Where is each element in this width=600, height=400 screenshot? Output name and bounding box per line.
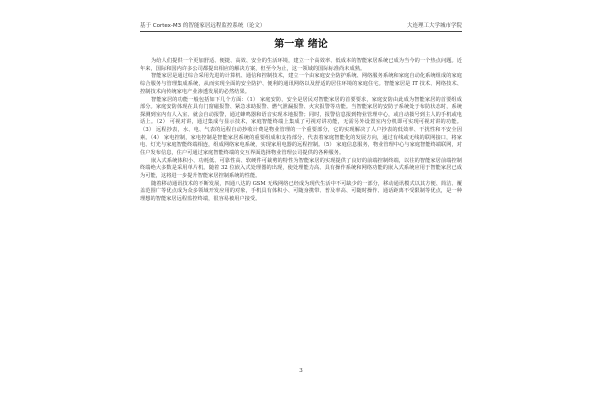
page-header [140, 22, 462, 30]
header-institution: 大连理工大学城市学院 [406, 23, 462, 29]
header-divider [140, 31, 462, 32]
paragraph-3: 智能家居的功能一般包括如下几个方面：（1） 家庭安防，安全是居民对智能家居的首要要求，家庭安防由此成为智能家居的首要组成部分。家庭安防体现在具有门窗磁报警、紧急求助报警、燃气泄漏报警、火灾报警等功能。当智能家居的安防子系统处于布防状态时，系统探测到室内有人入室、就会自动报警，通过蜂鸣器和语音实现本地报警；同时，报警信息报到物业管理中心，或自动拨号到主人的手机或电话上。（2） 可视对讲，通过集成与显示技术，家庭智能终端上集成了可视对讲功能，无需另外设置室内分机即可实现可视对讲的功能。（3） 远程抄表，水、电、气表的远程自动抄收计费是物业管理的一个重要部分，它的实现解决了人户抄表的低效率、干扰性和不安全因素。（4） 家电控制，家电控制是智能家居系统的重要组成和支持部分，代表着家庭智能化的发展方向，通过有线或无线的联网接口，将家电、灯光与家庭智能终端相连，组成网络家电系统，实现家用电器的远程控制。（5） 家庭信息服务，物业管理中心与家庭智能终端联网，对住户发布信息，住户可通过家庭智能终端的交互界面选择物业管理公司提供的各种服务。 [140, 96, 462, 156]
body-text [140, 58, 462, 203]
paragraph-1: 为给人们提供一个更加舒适、便捷、高效、安全的生活环境，建立一个高效率、低成本的智能家居系统已成为当今的一个热点问题。近年来，国际和国内许多公司都提出相应的解决方案，但至今为止，这一领域的国际标准尚未成熟。 [140, 58, 462, 72]
chapter-title: 第一章 绪论 [274, 39, 328, 50]
header-thesis-title: 基于 Cortex-M3 的智能家居远程监控系统（论文） [140, 23, 266, 29]
page-number: 3 [299, 368, 303, 374]
paragraph-2: 智能家居是通过综合采用先进的计算机、通信和控制技术，建立一个由家庭安全防护系统、网络服务系统和家庭自动化系统组成的家庭综合服务与管理集成系统，从而实现全面的安全防护、便利的通讯网络以及舒适的居住环境的家庭住宅。智能家居是 IT 技术、网络技术、控制技术向传统家电产业渗透发展的必然结果。 [140, 73, 462, 95]
paragraph-5: 随着移动通讯技术的不断发展，四通八达的 GSM 无线网络已经成为现代生活中不可缺少的一部分，移动通讯模式以其方便、简洁、覆盖范围广等优点成为众多领域开发应用的对象，手机具有体积小、可随身携带、普及率高、可随时操作、通话距离不受限制等优点，是一种理想的智能家居远程监控终端，很容易被用户接受。 [140, 180, 462, 202]
paragraph-4: 嵌入式系统体积小、功耗低、可靠性高、软硬件可裁剪的特性为智能家居的实现提供了良好的前端控制终端，以往的智能家居前端控制终端绝大多数是采用单片机。随着 32 位嵌入式处理器的出现，使处理能力高、具有操作系统和网络功能的嵌入式系统应用于智能家居已成为可能，这将进一步提升智能家居控制系统的性能。 [140, 157, 462, 179]
